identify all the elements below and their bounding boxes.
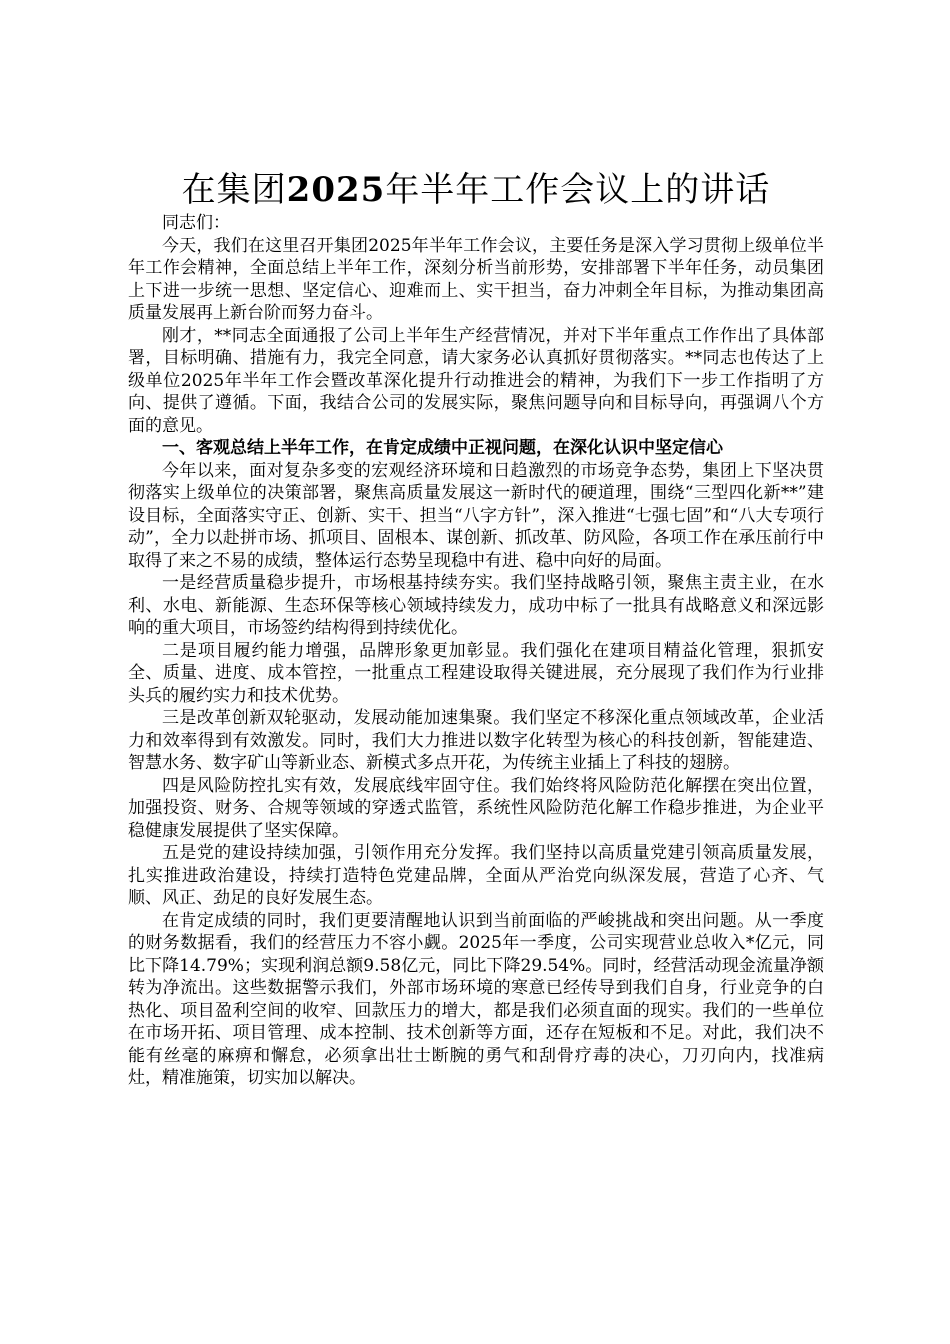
section-paragraph: 四是风险防控扎实有效，发展底线牢固守住。我们始终将风险防范化解摆在突出位置，加强投资、财务、合规等领域的穿透式监管，系统性风险防范化解工作稳步推进，为企业平稳健康发展提供了坚实保障。 — [128, 775, 824, 841]
intro-paragraph: 刚才，**同志全面通报了公司上半年生产经营情况，并对下半年重点工作作出了具体部署，目标明确、措施有力，我完全同意，请大家务必认真抓好贯彻落实。**同志也传达了上级单位2025年半年工作会暨改革深化提升行动推进会的精神，为我们下一步工作指明了方向、提供了遵循。下面，我结合公司的发展实际，聚焦问题导向和目标导向，再强调八个方面的意见。 — [128, 325, 824, 436]
section-paragraph: 在肯定成绩的同时，我们更要清醒地认识到当前面临的严峻挑战和突出问题。从一季度的财务数据看，我们的经营压力不容小觑。2025年一季度，公司实现营业总收入*亿元，同比下降14.79%；实现利润总额9.58亿元，同比下降29.54%。同时，经营活动现金流量净额转为净流出。这些数据警示我们，外部市场环境的寒意已经传导到我们自身，行业竞争的白热化、项目盈利空间的收窄、回款压力的增大，都是我们必须直面的现实。我们的一些单位在市场开拓、项目管理、成本控制、技术创新等方面，还存在短板和不足。对此，我们决不能有丝毫的麻痹和懈怠，必须拿出壮士断腕的勇气和刮骨疗毒的决心，刀刃向内，找准病灶，精准施策，切实加以解决。 — [128, 910, 824, 1088]
salutation: 同志们： — [162, 213, 230, 233]
title-year: 2025 — [286, 170, 386, 210]
section-paragraph: 一是经营质量稳步提升，市场根基持续夯实。我们坚持战略引领，聚焦主责主业，在水利、水电、新能源、生态环保等核心领域持续发力，成功中标了一批具有战略意义和深远影响的重大项目，市场签约结构得到持续优化。 — [128, 573, 824, 638]
intro-paragraph: 今天，我们在这里召开集团2025年半年工作会议，主要任务是深入学习贯彻上级单位半年工作会精神，全面总结上半年工作，深刻分析当前形势，安排部署下半年任务，动员集团上下进一步统一思想、坚定信心、迎难而上、实干担当，奋力冲刺全年目标，为推动集团高质量发展再上新台阶而努力奋斗。 — [128, 235, 824, 323]
document-title — [128, 168, 824, 212]
section-heading: 一、客观总结上半年工作，在肯定成绩中正视问题，在深化认识中坚定信心 — [162, 438, 723, 458]
title-prefix: 在集团 — [181, 170, 287, 210]
section-paragraph: 三是改革创新双轮驱动，发展动能加速集聚。我们坚定不移深化重点领域改革，企业活力和效率得到有效激发。同时，我们大力推进以数字化转型为核心的科技创新，智能建造、智慧水务、数字矿山等新业态、新模式多点开花，为传统主业插上了科技的翅膀。 — [128, 708, 824, 773]
section-paragraph: 五是党的建设持续加强，引领作用充分发挥。我们坚持以高质量党建引领高质量发展，扎实推进政治建设，持续打造特色党建品牌，全面从严治党向纵深发展，营造了心齐、气顺、风正、劲足的良好发展生态。 — [128, 843, 824, 908]
section-paragraph: 今年以来，面对复杂多变的宏观经济环境和日趋激烈的市场竞争态势，集团上下坚决贯彻落实上级单位的决策部署，聚焦高质量发展这一新时代的硬道理，围绕“三型四化新**”建设目标，全面落实守正、创新、实干、担当“八字方针”，深入推进“七强七固”和“八大专项行动”，全力以赴拼市场、抓项目、固根本、谋创新、抓改革、防风险，各项工作在承压前行中取得了来之不易的成绩，整体运行态势呈现稳中有进、稳中向好的局面。 — [128, 460, 824, 571]
title-suffix: 年半年工作会议上的讲话 — [385, 170, 771, 210]
section-paragraph: 二是项目履约能力增强，品牌形象更加彰显。我们强化在建项目精益化管理，狠抓安全、质量、进度、成本管控，一批重点工程建设取得关键进展，充分展现了我们作为行业排头兵的履约实力和技术优势。 — [128, 640, 824, 706]
document-page — [128, 168, 824, 1090]
